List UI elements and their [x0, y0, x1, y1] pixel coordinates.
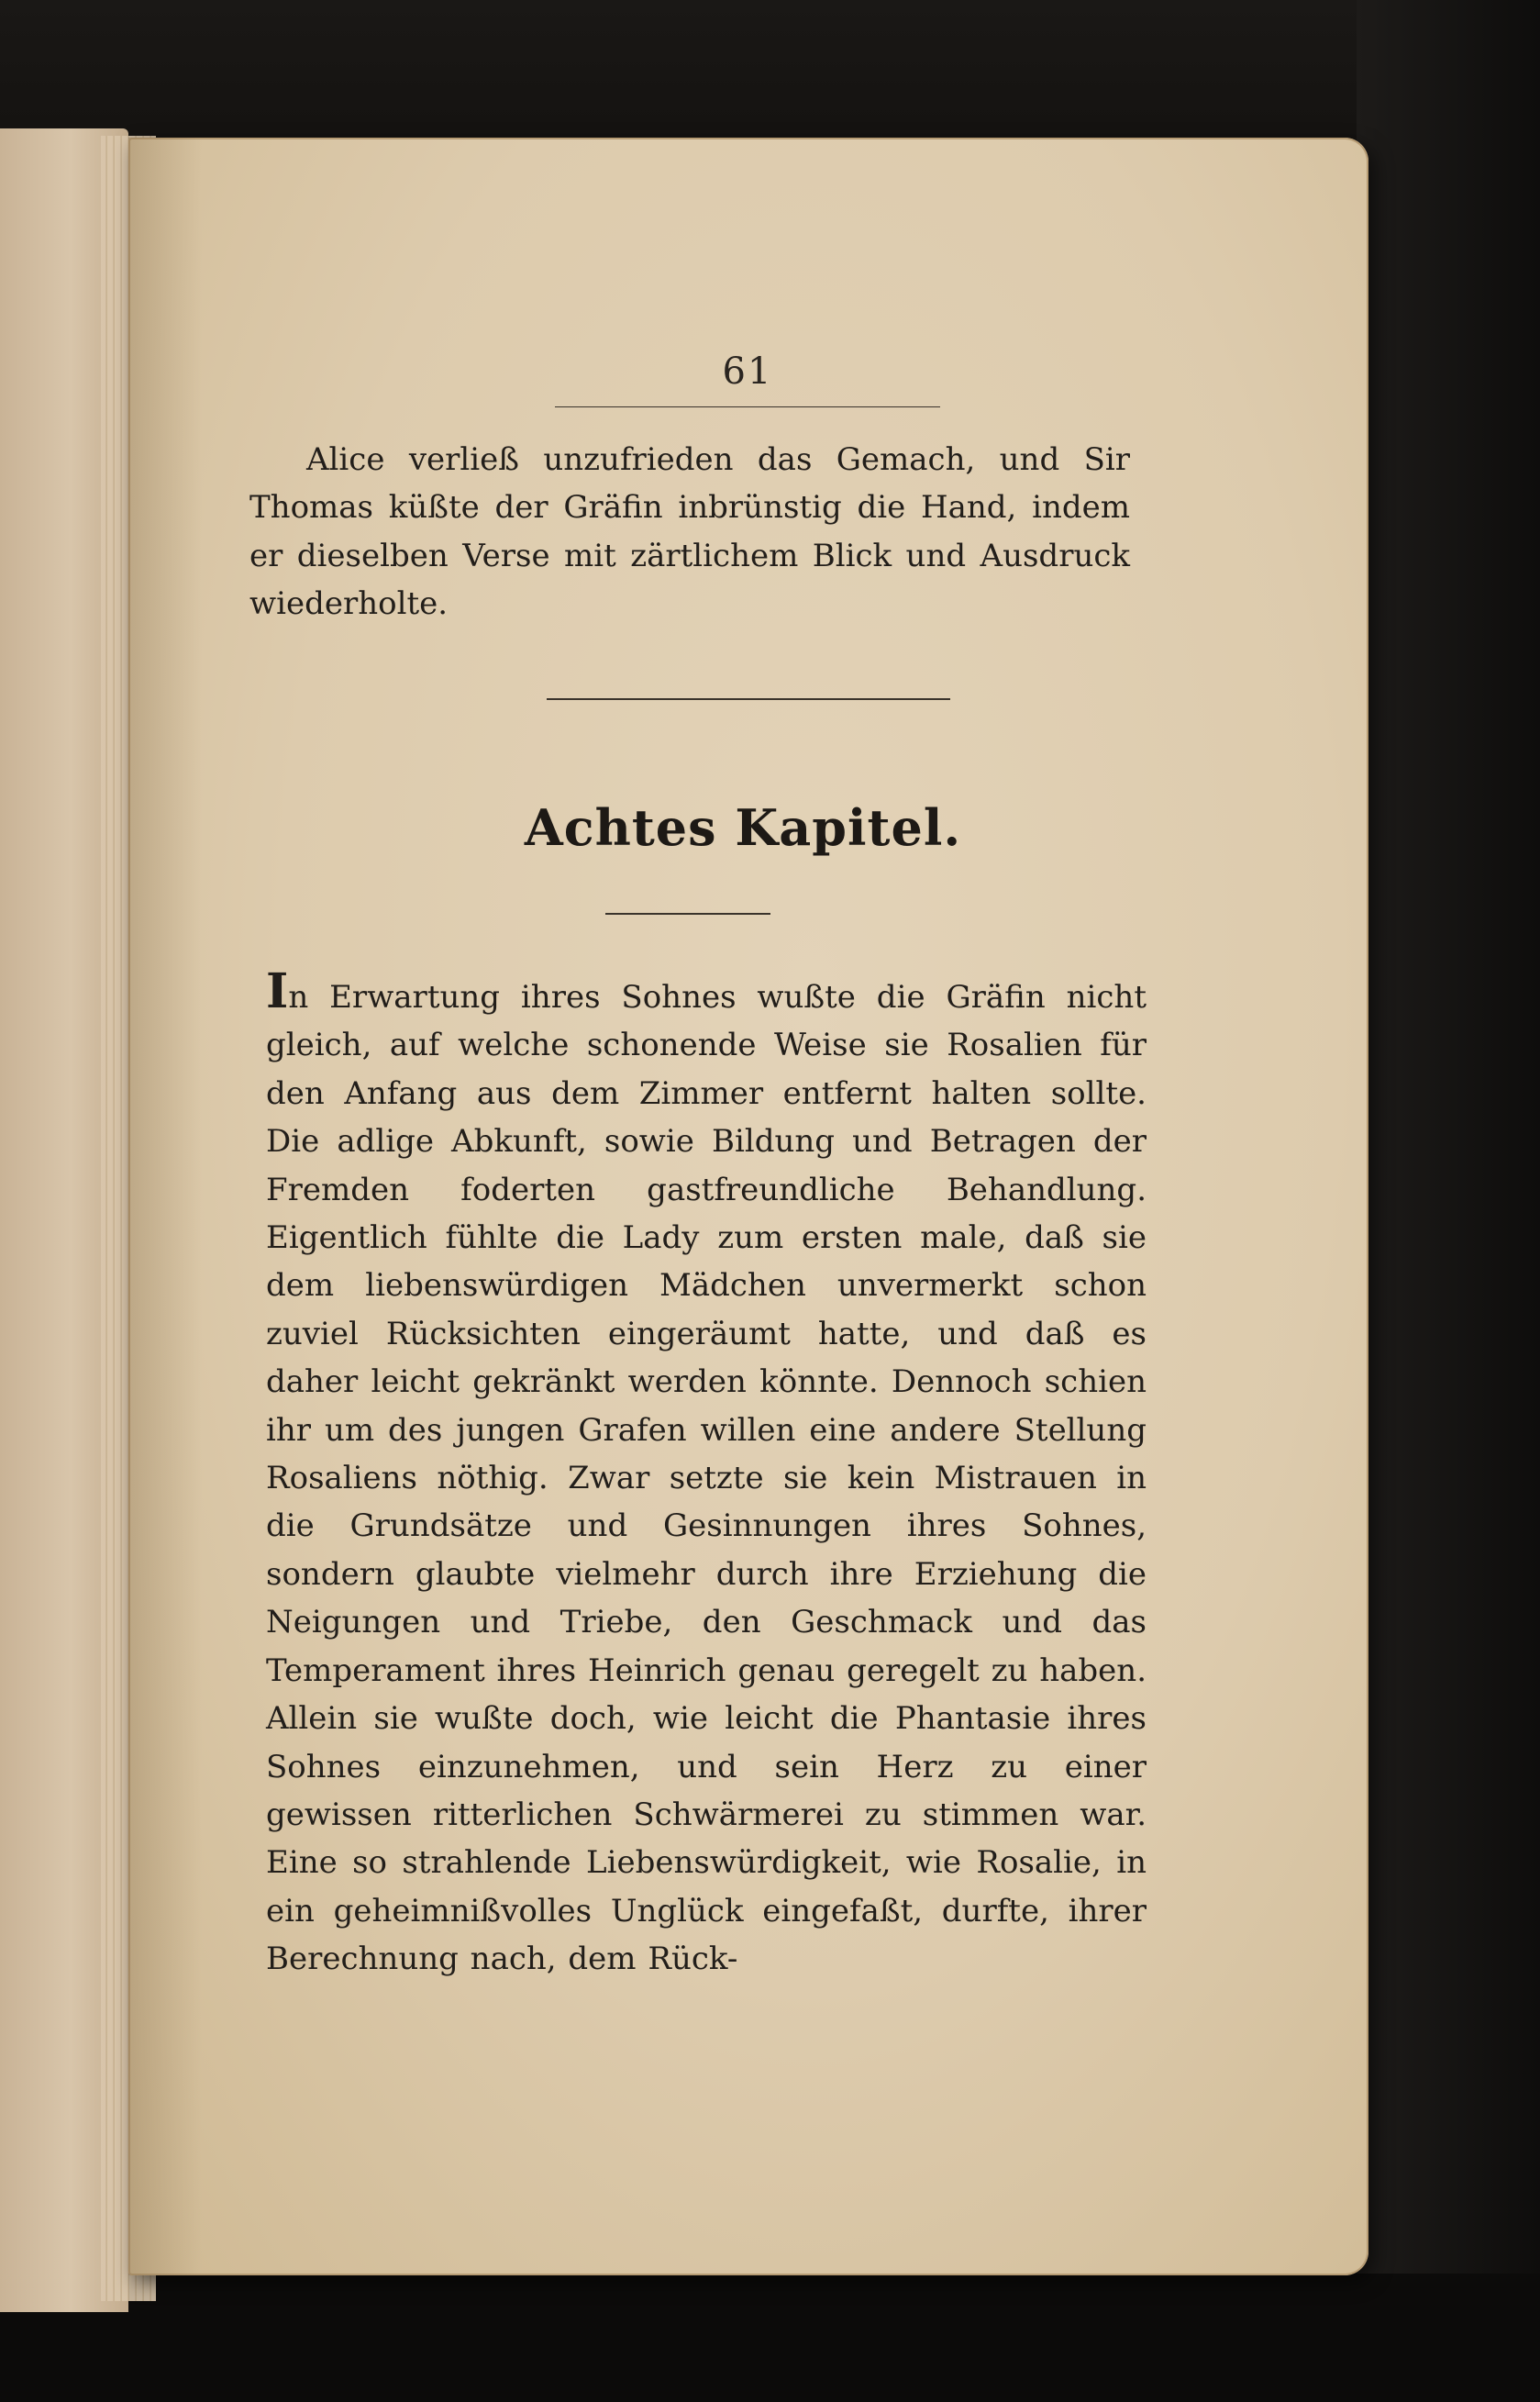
top-paragraph: Alice verließ unzufrieden das Gemach, und Sir Thomas küßte der Gräfin inbrünstig die Hand, indem er dieselben Verse mit zärtlichem Blick und Ausdruck wiederholte.	[249, 441, 1130, 623]
dark-background-bottom	[0, 2274, 1540, 2402]
heading-underline-rule	[605, 913, 770, 915]
book-page	[128, 138, 1368, 2275]
dark-background-top	[0, 0, 1540, 147]
main-paragraph: In Erwartung ihres Sohnes wußte die Gräfin nicht gleich, auf welche schonende Weise sie Rosalien für den Anfang aus dem Zimmer entfernt halten sollte. Die adlige Abkunft, sowie Bildung und Betragen der Fremden foderten gastfreundliche Behandlung. Eigentlich fühlte die Lady zum ersten male, daß sie dem liebenswürdigen Mädchen unvermerkt schon zuviel Rücksichten eingeräumt hatte, und daß es daher leicht gekränkt werden könnte. Dennoch schien ihr um des jungen Grafen willen eine andere Stellung Rosaliens nöthig. Zwar setzte sie kein Mistrauen in die Grundsätze und Gesinnungen ihres Sohnes, sondern glaubte vielmehr durch ihre Erziehung die Neigungen und Triebe, den Geschmack und das Temperament ihres Heinrich genau geregelt zu haben. Allein sie wußte doch, wie leicht die Phantasie ihres Sohnes einzunehmen, und sein Herz zu einer gewissen ritterlichen Schwärmerei zu stimmen war. Eine so strahlende Liebenswürdigkeit, wie Rosalie, in ein geheimnißvolles Unglück eingefaßt, durfte, ihrer Berechnung nach, dem Rück-	[266, 963, 1147, 1978]
section-divider-rule	[547, 698, 950, 700]
chapter-heading: Achtes Kapitel.	[524, 798, 962, 857]
page-number: 61	[722, 350, 773, 393]
dark-background-right	[1357, 0, 1540, 2402]
header-rule	[555, 406, 940, 407]
